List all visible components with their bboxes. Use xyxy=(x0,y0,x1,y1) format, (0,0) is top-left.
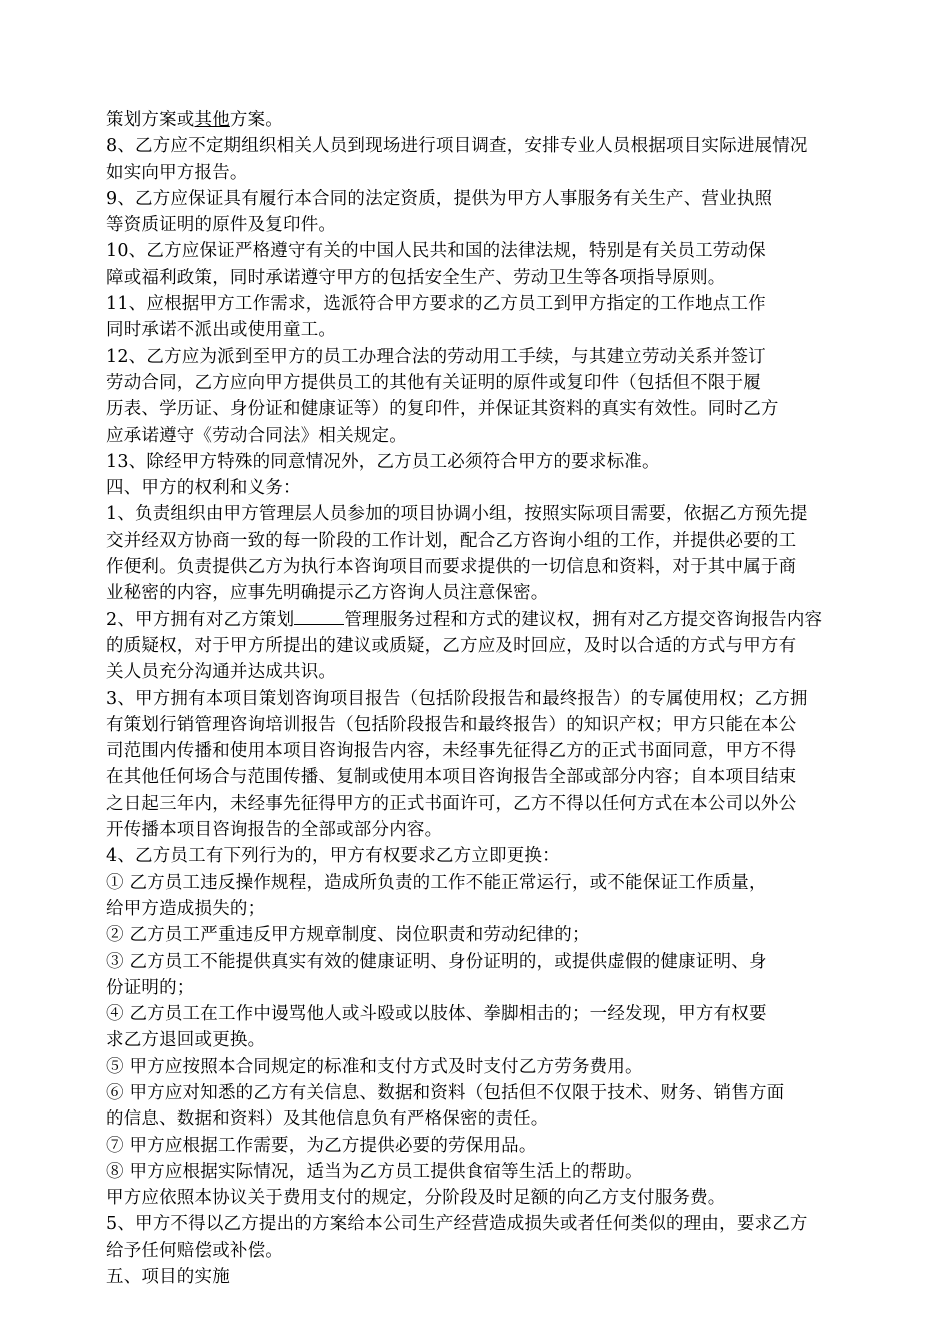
text-segment: 应承诺遵守《劳动合同法》相关规定。 xyxy=(106,425,407,446)
text-segment: 四、甲方的权利和义务： xyxy=(106,478,301,499)
text-line xyxy=(106,686,848,712)
text-line xyxy=(106,1159,848,1185)
text-segment: 等资质证明的原件及复印件。 xyxy=(106,215,337,236)
text-line xyxy=(106,1211,848,1237)
text-line xyxy=(106,317,848,343)
text-segment: 劳动合同，乙方应向甲方提供员工的其他有关证明的原件或复印件（包括但不限于履 xyxy=(106,372,761,393)
text-segment: 管理服务过程和方式的建议权，拥有对乙方提交咨询报告内容 xyxy=(344,609,823,630)
text-line xyxy=(106,1133,848,1159)
text-segment: 甲方应依照本协议关于费用支付的规定，分阶段及时足额的向乙方支付服务费。 xyxy=(106,1188,726,1209)
text-segment: 10、乙方应保证严格遵守有关的中国人民共和国的法律法规，特别是有关员工劳动保 xyxy=(106,241,766,262)
text-segment: ② 乙方员工严重违反甲方规章制度、岗位职责和劳动纪律的； xyxy=(106,925,590,946)
text-line xyxy=(106,738,848,764)
text-line xyxy=(106,1185,848,1211)
text-segment: 作便利。负责提供乙方为执行本咨询项目而要求提供的一切信息和资料，对于其中属于商 xyxy=(106,557,797,578)
text-segment: 有策划行销管理咨询培训报告（包括阶段报告和最终报告）的知识产权；甲方只能在本公 xyxy=(106,714,797,735)
text-line xyxy=(106,370,848,396)
text-line xyxy=(106,975,848,1001)
text-segment: 的信息、数据和资料）及其他信息负有严格保密的责任。 xyxy=(106,1109,549,1130)
text-line xyxy=(106,870,848,896)
text-segment: ⑤ 甲方应按照本合同规定的标准和支付方式及时支付乙方劳务费用。 xyxy=(106,1056,643,1077)
text-segment: ⑦ 甲方应根据工作需要，为乙方提供必要的劳保用品。 xyxy=(106,1135,537,1156)
text-segment: ① 乙方员工违反操作规程，造成所负责的工作不能正常运行，或不能保证工作质量， xyxy=(106,872,767,893)
text-segment: 如实向甲方报告。 xyxy=(106,162,248,183)
text-segment: 12、乙方应为派到至甲方的员工办理合法的劳动用工手续，与其建立劳动关系并签订 xyxy=(106,346,766,367)
text-segment: 2、甲方拥有对乙方策划 xyxy=(106,609,295,630)
text-line xyxy=(106,501,848,527)
text-line xyxy=(106,764,848,790)
text-line xyxy=(106,554,848,580)
text-segment: 障或福利政策，同时承诺遵守甲方的包括安全生产、劳动卫生等各项指导原则。 xyxy=(106,267,726,288)
text-segment: 求乙方退回或更换。 xyxy=(106,1030,266,1051)
text-line xyxy=(106,107,848,133)
text-line xyxy=(106,659,848,685)
text-segment: 11、应根据甲方工作需求，选派符合甲方要求的乙方员工到甲方指定的工作地点工作 xyxy=(106,294,766,315)
text-segment: 5、甲方不得以乙方提出的方案给本公司生产经营造成损失或者任何类似的理由，要求乙方 xyxy=(106,1214,808,1235)
text-line xyxy=(106,1238,848,1264)
text-segment: 关人员充分沟通并达成共识。 xyxy=(106,662,337,683)
text-segment: 给予任何赔偿或补偿。 xyxy=(106,1240,283,1261)
text-segment: 1、负责组织由甲方管理层人员参加的项目协调小组，按照实际项目需要，依据乙方预先提 xyxy=(106,504,808,525)
text-segment: 4、乙方员工有下列行为的，甲方有权要求乙方立即更换： xyxy=(106,846,560,867)
text-segment: ⑧ 甲方应根据实际情况，适当为乙方员工提供食宿等生活上的帮助。 xyxy=(106,1161,643,1182)
contract-body-text xyxy=(106,107,848,1290)
text-segment: 给甲方造成损失的； xyxy=(106,898,266,919)
text-segment: 方案。 xyxy=(229,110,284,130)
text-segment: 历表、学历证、身份证和健康证等）的复印件，并保证其资料的真实有效性。同时乙方 xyxy=(106,399,779,420)
text-line xyxy=(106,607,848,633)
text-line xyxy=(106,949,848,975)
text-line xyxy=(106,633,848,659)
text-line xyxy=(106,1106,848,1132)
text-segment: 8、乙方应不定期组织相关人员到现场进行项目调查，安排专业人员根据项目实际进展情况 xyxy=(106,136,808,157)
text-segment: ⑥ 甲方应对知悉的乙方有关信息、数据和资料（包括但不仅限于技术、财务、销售方面 xyxy=(106,1082,785,1103)
text-segment: 同时承诺不派出或使用童工。 xyxy=(106,320,337,341)
text-line xyxy=(106,133,848,159)
text-segment: 之日起三年内，未经事先征得甲方的正式书面许可，乙方不得以任何方式在本公司以外公 xyxy=(106,793,797,814)
text-segment: 的质疑权，对于甲方所提出的建议或质疑，乙方应及时回应，及时以合适的方式与甲方有 xyxy=(106,635,797,656)
text-segment: 开传播本项目咨询报告的全部或部分内容。 xyxy=(106,820,443,841)
text-line xyxy=(106,423,848,449)
text-line xyxy=(106,238,848,264)
text-line xyxy=(106,1054,848,1080)
text-line xyxy=(106,922,848,948)
fill-in-blank xyxy=(294,610,344,625)
text-segment: 9、乙方应保证具有履行本合同的法定资质，提供为甲方人事服务有关生产、营业执照 xyxy=(106,188,773,209)
text-line xyxy=(106,475,848,501)
text-line xyxy=(106,1027,848,1053)
text-segment: ③ 乙方员工不能提供真实有效的健康证明、身份证明的，或提供虚假的健康证明、身 xyxy=(106,951,767,972)
text-line xyxy=(106,580,848,606)
text-segment: 3、甲方拥有本项目策划咨询项目报告（包括阶段报告和最终报告）的专属使用权；乙方拥 xyxy=(106,688,808,709)
underlined-text: 其他 xyxy=(194,110,230,130)
text-line xyxy=(106,843,848,869)
text-line xyxy=(106,396,848,422)
text-line xyxy=(106,896,848,922)
text-line xyxy=(106,344,848,370)
text-line xyxy=(106,817,848,843)
text-segment: 份证明的； xyxy=(106,977,195,998)
text-line xyxy=(106,1080,848,1106)
text-segment: 五、项目的实施 xyxy=(106,1267,230,1288)
text-segment: 司范围内传播和使用本项目咨询报告内容，未经事先征得乙方的正式书面同意，甲方不得 xyxy=(106,741,797,762)
text-line xyxy=(106,791,848,817)
text-segment: 13、除经甲方特殊的同意情况外，乙方员工必须符合甲方的要求标准。 xyxy=(106,451,660,472)
text-line xyxy=(106,186,848,212)
text-segment: 策划方案或 xyxy=(106,110,195,130)
text-line xyxy=(106,160,848,186)
text-line xyxy=(106,449,848,475)
text-segment: 在其他任何场合与范围传播、复制或使用本项目咨询报告全部或部分内容；自本项目结束 xyxy=(106,767,797,788)
text-segment: ④ 乙方员工在工作中谩骂他人或斗殴或以肢体、拳脚相击的；一经发现，甲方有权要 xyxy=(106,1004,767,1025)
text-line xyxy=(106,528,848,554)
text-line xyxy=(106,265,848,291)
text-line xyxy=(106,212,848,238)
text-segment: 交并经双方协商一致的每一阶段的工作计划，配合乙方咨询小组的工作，并提供必要的工 xyxy=(106,530,797,551)
text-line xyxy=(106,1001,848,1027)
text-line xyxy=(106,291,848,317)
text-segment: 业秘密的内容，应事先明确提示乙方咨询人员注意保密。 xyxy=(106,583,549,604)
text-line xyxy=(106,1264,848,1290)
text-line xyxy=(106,712,848,738)
